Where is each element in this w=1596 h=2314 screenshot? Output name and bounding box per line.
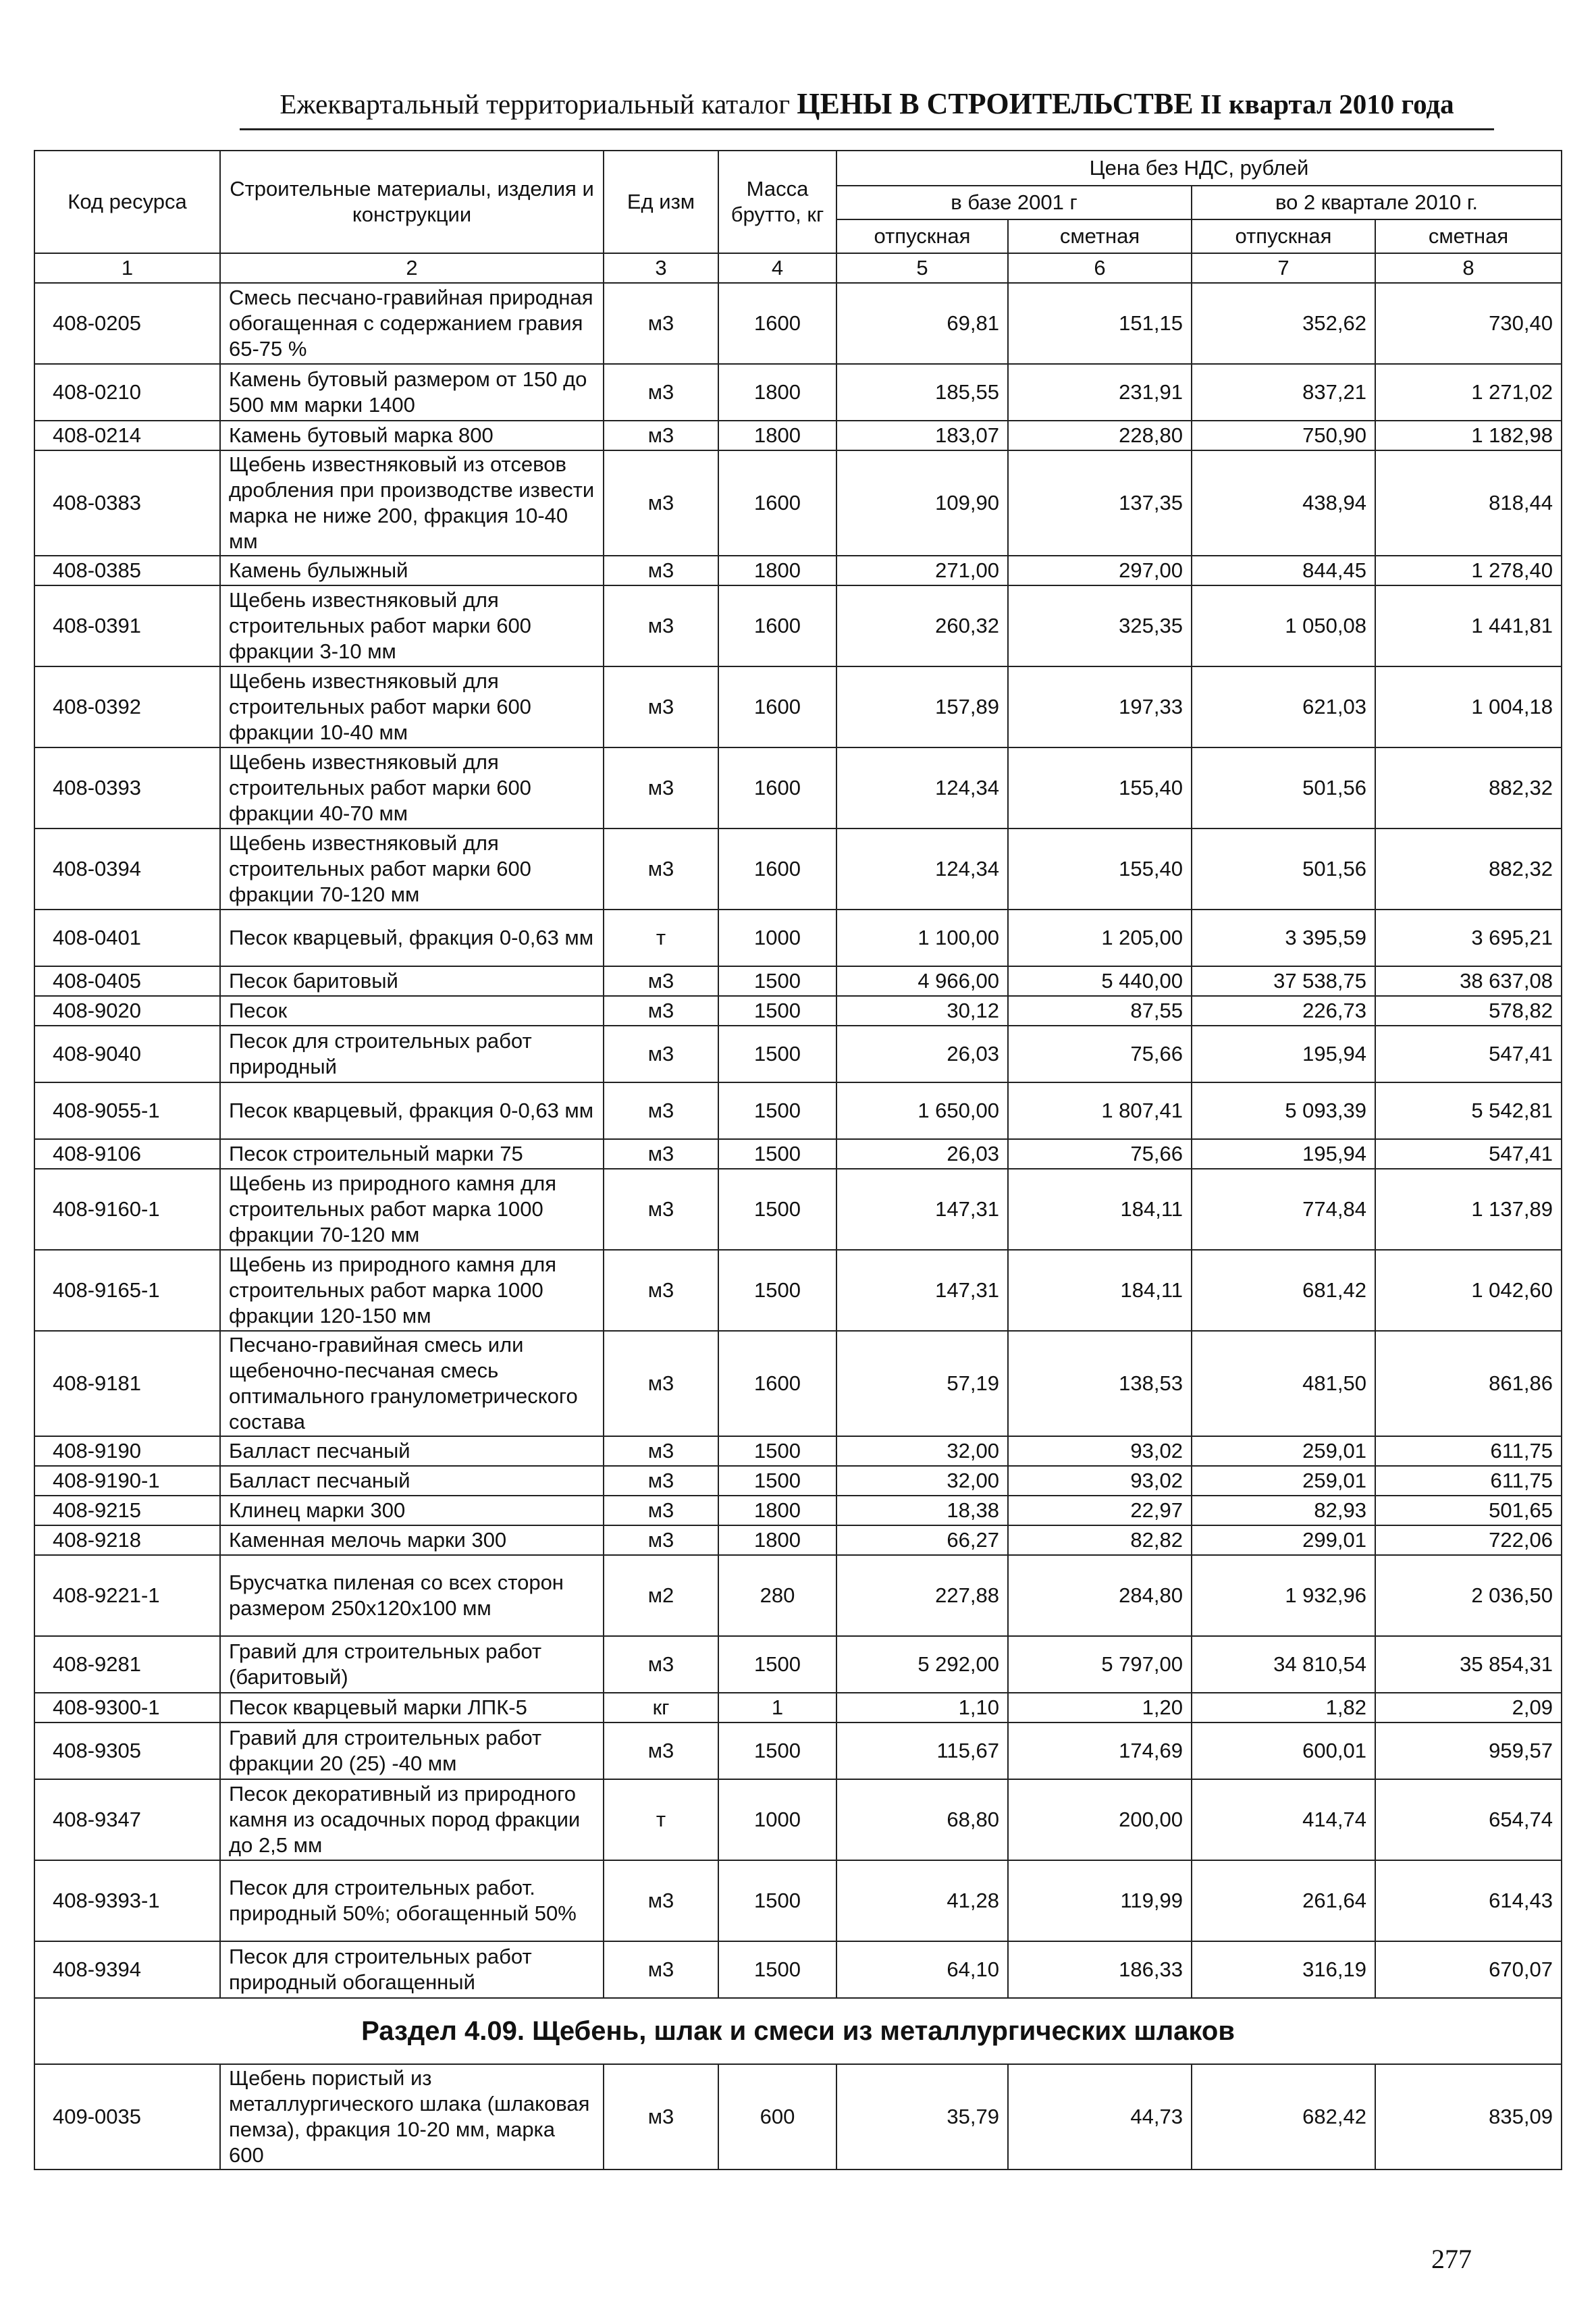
price-estimate-2001: 151,15 (1008, 283, 1192, 364)
resource-code: 408-9190-1 (34, 1466, 220, 1496)
price-release-2001: 115,67 (836, 1723, 1008, 1779)
price-estimate-2010: 730,40 (1375, 283, 1562, 364)
col-number: 3 (604, 253, 718, 283)
header-release-2001: отпускная (836, 219, 1008, 253)
table-row (34, 1723, 1562, 1779)
price-release-2001: 124,34 (836, 747, 1008, 829)
material-name: Щебень известняковый для строительных работ марки 600 фракции 10-40 мм (220, 666, 604, 747)
material-name: Камень бутовый марка 800 (220, 421, 604, 450)
price-release-2010: 259,01 (1192, 1436, 1375, 1466)
price-estimate-2010: 1 271,02 (1375, 364, 1562, 421)
gross-mass: 1600 (718, 829, 836, 910)
material-name: Песок для строительных работ. природный 50%; обогащенный 50% (220, 1860, 604, 1941)
table-row (34, 1860, 1562, 1941)
gross-mass: 1500 (718, 1139, 836, 1169)
price-estimate-2010: 1 441,81 (1375, 585, 1562, 666)
price-estimate-2001: 93,02 (1008, 1466, 1192, 1496)
price-release-2001: 18,38 (836, 1496, 1008, 1525)
material-name: Клинец марки 300 (220, 1496, 604, 1525)
section-title: Раздел 4.09. Щебень, шлак и смеси из металлургических шлаков (34, 1998, 1562, 2064)
unit: м3 (604, 1466, 718, 1496)
price-estimate-2010: 2,09 (1375, 1693, 1562, 1723)
price-release-2001: 157,89 (836, 666, 1008, 747)
price-estimate-2001: 1 807,41 (1008, 1082, 1192, 1139)
unit: м3 (604, 666, 718, 747)
gross-mass: 1600 (718, 283, 836, 364)
price-release-2001: 26,03 (836, 1026, 1008, 1082)
unit: м3 (604, 1436, 718, 1466)
col-number: 8 (1375, 253, 1562, 283)
unit: м3 (604, 2064, 718, 2170)
table-row (34, 996, 1562, 1026)
price-estimate-2001: 22,97 (1008, 1496, 1192, 1525)
price-estimate-2001: 200,00 (1008, 1779, 1192, 1860)
price-release-2001: 183,07 (836, 421, 1008, 450)
resource-code: 408-0214 (34, 421, 220, 450)
price-release-2001: 109,90 (836, 450, 1008, 556)
price-release-2001: 26,03 (836, 1139, 1008, 1169)
price-release-2001: 271,00 (836, 556, 1008, 585)
material-name: Песок строительный марки 75 (220, 1139, 604, 1169)
price-estimate-2001: 138,53 (1008, 1331, 1192, 1436)
unit: м3 (604, 1496, 718, 1525)
material-name: Песок декоративный из природного камня из осадочных пород фракции до 2,5 мм (220, 1779, 604, 1860)
table-body (34, 283, 1562, 2170)
price-estimate-2010: 611,75 (1375, 1466, 1562, 1496)
unit: м3 (604, 1723, 718, 1779)
price-release-2010: 34 810,54 (1192, 1636, 1375, 1693)
gross-mass: 1500 (718, 1436, 836, 1466)
table-row (34, 283, 1562, 364)
table-row (34, 585, 1562, 666)
gross-mass: 280 (718, 1555, 836, 1636)
price-estimate-2010: 861,86 (1375, 1331, 1562, 1436)
material-name: Балласт песчаный (220, 1436, 604, 1466)
price-release-2010: 600,01 (1192, 1723, 1375, 1779)
price-estimate-2010: 614,43 (1375, 1860, 1562, 1941)
price-estimate-2010: 35 854,31 (1375, 1636, 1562, 1693)
price-estimate-2010: 818,44 (1375, 450, 1562, 556)
resource-code: 408-9218 (34, 1525, 220, 1555)
header-base-2001: в базе 2001 г (836, 186, 1192, 219)
table-row (34, 1082, 1562, 1139)
price-estimate-2001: 297,00 (1008, 556, 1192, 585)
unit: м3 (604, 1331, 718, 1436)
price-estimate-2001: 155,40 (1008, 829, 1192, 910)
gross-mass: 1500 (718, 1636, 836, 1693)
unit: м3 (604, 283, 718, 364)
unit: м3 (604, 966, 718, 996)
gross-mass: 1600 (718, 1331, 836, 1436)
price-release-2010: 352,62 (1192, 283, 1375, 364)
table-row (34, 1941, 1562, 1998)
header-prefix: Ежеквартальный территориальный каталог (280, 88, 791, 120)
price-release-2001: 41,28 (836, 1860, 1008, 1941)
price-estimate-2010: 670,07 (1375, 1941, 1562, 1998)
price-release-2010: 1 932,96 (1192, 1555, 1375, 1636)
price-release-2001: 124,34 (836, 829, 1008, 910)
table-row (34, 1693, 1562, 1723)
price-release-2010: 195,94 (1192, 1139, 1375, 1169)
table-row (34, 829, 1562, 910)
resource-code: 408-0401 (34, 910, 220, 966)
gross-mass: 1500 (718, 996, 836, 1026)
resource-code: 408-9281 (34, 1636, 220, 1693)
gross-mass: 1600 (718, 666, 836, 747)
table-row (34, 1139, 1562, 1169)
price-release-2010: 501,56 (1192, 829, 1375, 910)
table-row (34, 421, 1562, 450)
price-release-2010: 621,03 (1192, 666, 1375, 747)
resource-code: 408-9106 (34, 1139, 220, 1169)
price-release-2001: 57,19 (836, 1331, 1008, 1436)
resource-code: 408-9020 (34, 996, 220, 1026)
price-estimate-2001: 137,35 (1008, 450, 1192, 556)
table-row (34, 1026, 1562, 1082)
unit: кг (604, 1693, 718, 1723)
price-release-2010: 774,84 (1192, 1169, 1375, 1250)
price-release-2010: 261,64 (1192, 1860, 1375, 1941)
price-release-2010: 37 538,75 (1192, 966, 1375, 996)
gross-mass: 1800 (718, 1496, 836, 1525)
header-estimate-2001: сметная (1008, 219, 1192, 253)
unit: м3 (604, 1082, 718, 1139)
resource-code: 408-9181 (34, 1331, 220, 1436)
unit: м3 (604, 1250, 718, 1331)
price-estimate-2001: 119,99 (1008, 1860, 1192, 1941)
resource-code: 408-9394 (34, 1941, 220, 1998)
price-estimate-2010: 578,82 (1375, 996, 1562, 1026)
resource-code: 408-0383 (34, 450, 220, 556)
material-name: Щебень известняковый для строительных работ марки 600 фракции 3-10 мм (220, 585, 604, 666)
price-estimate-2010: 38 637,08 (1375, 966, 1562, 996)
gross-mass: 1500 (718, 966, 836, 996)
price-release-2010: 1,82 (1192, 1693, 1375, 1723)
price-release-2010: 82,93 (1192, 1496, 1375, 1525)
material-name: Песок для строительных работ природный обогащенный (220, 1941, 604, 1998)
price-release-2001: 32,00 (836, 1436, 1008, 1466)
resource-code: 408-0210 (34, 364, 220, 421)
price-release-2010: 750,90 (1192, 421, 1375, 450)
unit: м3 (604, 747, 718, 829)
gross-mass: 1500 (718, 1466, 836, 1496)
price-estimate-2010: 547,41 (1375, 1026, 1562, 1082)
price-estimate-2010: 547,41 (1375, 1139, 1562, 1169)
resource-code: 408-9160-1 (34, 1169, 220, 1250)
gross-mass: 1500 (718, 1860, 836, 1941)
material-name: Щебень пористый из металлургического шлака (шлаковая пемза), фракция 10-20 мм, марка 600 (220, 2064, 604, 2170)
material-name: Песчано-гравийная смесь или щебеночно-песчаная смесь оптимального гранулометрического состава (220, 1331, 604, 1436)
unit: м3 (604, 1860, 718, 1941)
material-name: Щебень из природного камня для строительных работ марка 1000 фракции 70-120 мм (220, 1169, 604, 1250)
price-release-2001: 30,12 (836, 996, 1008, 1026)
price-estimate-2010: 654,74 (1375, 1779, 1562, 1860)
table-row (34, 1466, 1562, 1496)
col-number: 1 (34, 253, 220, 283)
material-name: Песок баритовый (220, 966, 604, 996)
price-estimate-2001: 5 797,00 (1008, 1636, 1192, 1693)
material-name: Балласт песчаный (220, 1466, 604, 1496)
unit: м3 (604, 364, 718, 421)
unit: м3 (604, 421, 718, 450)
price-release-2001: 69,81 (836, 283, 1008, 364)
table-row (34, 1636, 1562, 1693)
catalog-title: ЦЕНЫ В СТРОИТЕЛЬСТВЕ (797, 87, 1194, 120)
price-estimate-2010: 3 695,21 (1375, 910, 1562, 966)
gross-mass: 1500 (718, 1026, 836, 1082)
col-number: 6 (1008, 253, 1192, 283)
col-number: 5 (836, 253, 1008, 283)
unit: м2 (604, 1555, 718, 1636)
material-name: Смесь песчано-гравийная природная обогащенная с содержанием гравия 65-75 % (220, 283, 604, 364)
table-row (34, 1555, 1562, 1636)
table-row (34, 1436, 1562, 1466)
price-estimate-2010: 2 036,50 (1375, 1555, 1562, 1636)
unit: м3 (604, 585, 718, 666)
gross-mass: 600 (718, 2064, 836, 2170)
section-heading-row (34, 1998, 1562, 2064)
unit: м3 (604, 450, 718, 556)
header-rule (240, 128, 1494, 130)
gross-mass: 1500 (718, 1723, 836, 1779)
price-estimate-2010: 835,09 (1375, 2064, 1562, 2170)
price-release-2001: 147,31 (836, 1250, 1008, 1331)
material-name: Гравий для строительных работ (баритовый) (220, 1636, 604, 1693)
gross-mass: 1500 (718, 1941, 836, 1998)
price-estimate-2001: 174,69 (1008, 1723, 1192, 1779)
gross-mass: 1800 (718, 556, 836, 585)
material-name: Каменная мелочь марки 300 (220, 1525, 604, 1555)
gross-mass: 1800 (718, 1525, 836, 1555)
price-estimate-2010: 722,06 (1375, 1525, 1562, 1555)
gross-mass: 1600 (718, 450, 836, 556)
price-release-2010: 844,45 (1192, 556, 1375, 585)
unit: м3 (604, 1636, 718, 1693)
price-estimate-2001: 284,80 (1008, 1555, 1192, 1636)
table-row (34, 1331, 1562, 1436)
table-row (34, 1496, 1562, 1525)
page-number: 277 (1431, 2244, 1472, 2274)
table-row (34, 966, 1562, 996)
price-release-2010: 3 395,59 (1192, 910, 1375, 966)
table-row (34, 1250, 1562, 1331)
gross-mass: 1600 (718, 747, 836, 829)
price-estimate-2010: 1 278,40 (1375, 556, 1562, 585)
table-row (34, 556, 1562, 585)
resource-code: 409-0035 (34, 2064, 220, 2170)
resource-code: 408-9347 (34, 1779, 220, 1860)
gross-mass: 1600 (718, 585, 836, 666)
price-estimate-2001: 75,66 (1008, 1026, 1192, 1082)
gross-mass: 1 (718, 1693, 836, 1723)
resource-code: 408-9305 (34, 1723, 220, 1779)
table-row (34, 364, 1562, 421)
unit: м3 (604, 1941, 718, 1998)
price-release-2001: 147,31 (836, 1169, 1008, 1250)
unit: м3 (604, 1169, 718, 1250)
table-row (34, 666, 1562, 747)
resource-code: 408-9055-1 (34, 1082, 220, 1139)
price-release-2001: 1 650,00 (836, 1082, 1008, 1139)
price-estimate-2001: 184,11 (1008, 1250, 1192, 1331)
header-price: Цена без НДС, рублей (836, 151, 1562, 186)
price-release-2010: 1 050,08 (1192, 585, 1375, 666)
price-release-2001: 260,32 (836, 585, 1008, 666)
price-estimate-2010: 1 182,98 (1375, 421, 1562, 450)
price-estimate-2010: 1 042,60 (1375, 1250, 1562, 1331)
table-row (34, 1525, 1562, 1555)
price-release-2001: 68,80 (836, 1779, 1008, 1860)
price-release-2001: 227,88 (836, 1555, 1008, 1636)
price-estimate-2001: 44,73 (1008, 2064, 1192, 2170)
page-header (240, 86, 1494, 127)
resource-code: 408-0393 (34, 747, 220, 829)
price-estimate-2001: 197,33 (1008, 666, 1192, 747)
unit: т (604, 910, 718, 966)
header-name: Строительные материалы, изделия и конструкции (220, 151, 604, 253)
price-estimate-2010: 1 137,89 (1375, 1169, 1562, 1250)
gross-mass: 1000 (718, 1779, 836, 1860)
price-release-2001: 185,55 (836, 364, 1008, 421)
price-release-2010: 414,74 (1192, 1779, 1375, 1860)
gross-mass: 1500 (718, 1250, 836, 1331)
material-name: Камень бутовый размером от 150 до 500 мм марки 1400 (220, 364, 604, 421)
price-release-2001: 1,10 (836, 1693, 1008, 1723)
material-name: Щебень из природного камня для строительных работ марка 1000 фракции 120-150 мм (220, 1250, 604, 1331)
price-release-2010: 226,73 (1192, 996, 1375, 1026)
price-release-2010: 195,94 (1192, 1026, 1375, 1082)
price-estimate-2010: 882,32 (1375, 747, 1562, 829)
price-estimate-2001: 82,82 (1008, 1525, 1192, 1555)
price-estimate-2001: 325,35 (1008, 585, 1192, 666)
header-code: Код ресурса (34, 151, 220, 253)
price-estimate-2001: 231,91 (1008, 364, 1192, 421)
price-release-2010: 299,01 (1192, 1525, 1375, 1555)
gross-mass: 1500 (718, 1082, 836, 1139)
price-estimate-2001: 186,33 (1008, 1941, 1192, 1998)
material-name: Песок для строительных работ природный (220, 1026, 604, 1082)
header-estimate-2010: сметная (1375, 219, 1562, 253)
resource-code: 408-9393-1 (34, 1860, 220, 1941)
price-release-2010: 681,42 (1192, 1250, 1375, 1331)
price-estimate-2010: 959,57 (1375, 1723, 1562, 1779)
table-row (34, 1169, 1562, 1250)
resource-code: 408-9215 (34, 1496, 220, 1525)
unit: м3 (604, 556, 718, 585)
price-release-2010: 316,19 (1192, 1941, 1375, 1998)
table-row (34, 2064, 1562, 2170)
resource-code: 408-0394 (34, 829, 220, 910)
material-name: Щебень известняковый для строительных работ марки 600 фракции 70-120 мм (220, 829, 604, 910)
unit: м3 (604, 1139, 718, 1169)
price-estimate-2010: 1 004,18 (1375, 666, 1562, 747)
price-release-2010: 682,42 (1192, 2064, 1375, 2170)
table-row (34, 450, 1562, 556)
price-estimate-2010: 882,32 (1375, 829, 1562, 910)
col-number: 2 (220, 253, 604, 283)
gross-mass: 1500 (718, 1169, 836, 1250)
gross-mass: 1800 (718, 421, 836, 450)
resource-code: 408-0205 (34, 283, 220, 364)
unit: м3 (604, 996, 718, 1026)
price-estimate-2010: 5 542,81 (1375, 1082, 1562, 1139)
resource-code: 408-9190 (34, 1436, 220, 1466)
price-release-2001: 64,10 (836, 1941, 1008, 1998)
price-estimate-2001: 184,11 (1008, 1169, 1192, 1250)
header-release-2010: отпускная (1192, 219, 1375, 253)
quarter-label: II квартал 2010 года (1200, 88, 1454, 120)
price-estimate-2001: 228,80 (1008, 421, 1192, 450)
resource-code: 408-9040 (34, 1026, 220, 1082)
resource-code: 408-0405 (34, 966, 220, 996)
price-release-2001: 4 966,00 (836, 966, 1008, 996)
unit: м3 (604, 1525, 718, 1555)
gross-mass: 1800 (718, 364, 836, 421)
col-number: 4 (718, 253, 836, 283)
header-unit: Ед изм (604, 151, 718, 253)
material-name: Камень булыжный (220, 556, 604, 585)
price-release-2001: 5 292,00 (836, 1636, 1008, 1693)
material-name: Гравий для строительных работ фракции 20 (25) -40 мм (220, 1723, 604, 1779)
price-release-2001: 32,00 (836, 1466, 1008, 1496)
price-release-2010: 501,56 (1192, 747, 1375, 829)
price-estimate-2001: 93,02 (1008, 1436, 1192, 1466)
price-estimate-2001: 1 205,00 (1008, 910, 1192, 966)
material-name: Щебень известняковый из отсевов дробления при производстве извести марка не ниже 200, фракция 10-40 мм (220, 450, 604, 556)
gross-mass: 1000 (718, 910, 836, 966)
price-release-2010: 481,50 (1192, 1331, 1375, 1436)
material-name: Песок кварцевый, фракция 0-0,63 мм (220, 910, 604, 966)
material-name: Песок (220, 996, 604, 1026)
material-name: Песок кварцевый марки ЛПК-5 (220, 1693, 604, 1723)
resource-code: 408-9165-1 (34, 1250, 220, 1331)
price-release-2010: 5 093,39 (1192, 1082, 1375, 1139)
material-name: Песок кварцевый, фракция 0-0,63 мм (220, 1082, 604, 1139)
header-mass: Масса брутто, кг (718, 151, 836, 253)
price-release-2001: 66,27 (836, 1525, 1008, 1555)
table-row (34, 910, 1562, 966)
resource-code: 408-9300-1 (34, 1693, 220, 1723)
price-estimate-2001: 155,40 (1008, 747, 1192, 829)
unit: т (604, 1779, 718, 1860)
resource-code: 408-0392 (34, 666, 220, 747)
material-name: Щебень известняковый для строительных работ марки 600 фракции 40-70 мм (220, 747, 604, 829)
unit: м3 (604, 1026, 718, 1082)
price-estimate-2010: 611,75 (1375, 1436, 1562, 1466)
price-release-2001: 1 100,00 (836, 910, 1008, 966)
resource-code: 408-0385 (34, 556, 220, 585)
price-release-2010: 259,01 (1192, 1466, 1375, 1496)
header-q2-2010: во 2 квартале 2010 г. (1192, 186, 1562, 219)
col-number: 7 (1192, 253, 1375, 283)
price-estimate-2001: 5 440,00 (1008, 966, 1192, 996)
price-release-2010: 837,21 (1192, 364, 1375, 421)
resource-code: 408-0391 (34, 585, 220, 666)
price-estimate-2001: 87,55 (1008, 996, 1192, 1026)
table-row (34, 747, 1562, 829)
resource-code: 408-9221-1 (34, 1555, 220, 1636)
material-name: Брусчатка пиленая со всех сторон размером 250x120x100 мм (220, 1555, 604, 1636)
price-estimate-2001: 1,20 (1008, 1693, 1192, 1723)
table-row (34, 1779, 1562, 1860)
price-release-2001: 35,79 (836, 2064, 1008, 2170)
price-estimate-2001: 75,66 (1008, 1139, 1192, 1169)
price-table (34, 150, 1562, 2170)
unit: м3 (604, 829, 718, 910)
price-estimate-2010: 501,65 (1375, 1496, 1562, 1525)
price-release-2010: 438,94 (1192, 450, 1375, 556)
